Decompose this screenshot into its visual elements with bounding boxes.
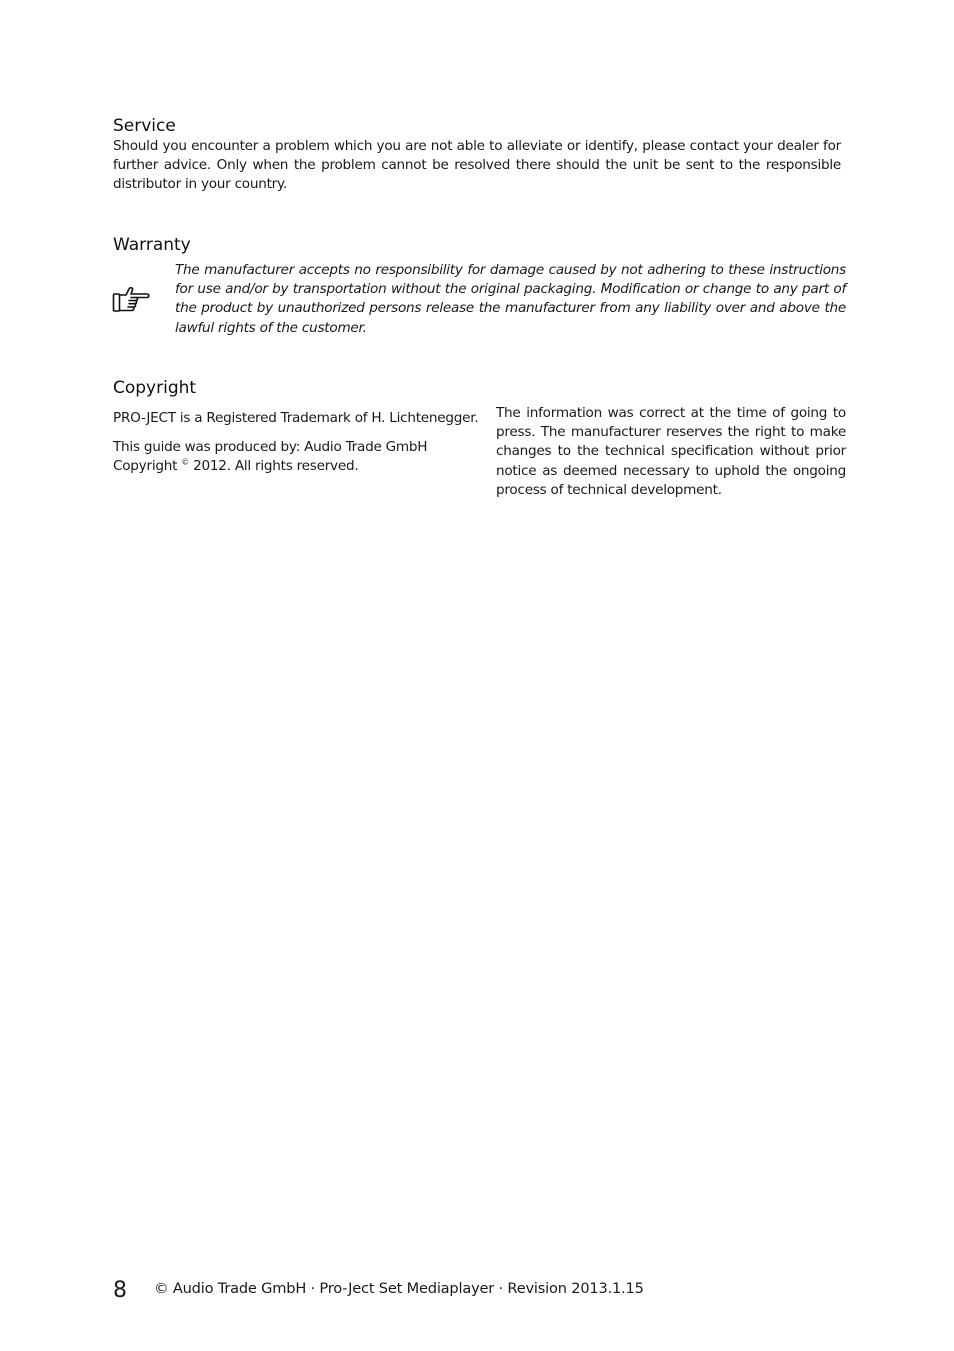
copyright-symbol: ©	[181, 457, 190, 467]
pointing-hand-icon	[112, 283, 152, 321]
trademark-text: PRO-JECT is a Registered Trademark of H. Lichtenegger.	[113, 410, 479, 426]
copyright-word: Copyright	[113, 458, 178, 475]
warranty-text: The manufacturer accepts no responsibility for damage caused by not adhering to these instructions for use and/or by transportation without the original packaging. Modification or change to any part of the product by unauthorized persons release the manufacturer from any liability over and above the lawful rights of the customer.	[175, 262, 846, 336]
copyright-heading: Copyright	[113, 378, 197, 398]
page-number: 8	[113, 1278, 127, 1303]
copyright-year: 2012. All rights reserved.	[193, 458, 359, 475]
copyright-notice	[113, 438, 483, 476]
service-text: Should you encounter a problem which you are not able to alleviate or identify, please contact your dealer for further advice. Only when the problem cannot be resolved there should the unit be sent to the responsible distributor in your country.	[113, 138, 841, 193]
service-heading: Service	[113, 116, 176, 136]
produced-by-text: This guide was produced by: Audio Trade GmbH	[113, 439, 428, 455]
warranty-heading: Warranty	[113, 235, 191, 255]
footer-text: © Audio Trade GmbH · Pro-Ject Set Mediaplayer · Revision 2013.1.15	[154, 1280, 644, 1297]
technical-notice-text: The information was correct at the time of going to press. The manufacturer reserves the right to make changes to the technical specification without prior notice as deemed necessary to uphold the ongoing process of technical development.	[496, 405, 846, 498]
copyright-line	[113, 457, 483, 476]
